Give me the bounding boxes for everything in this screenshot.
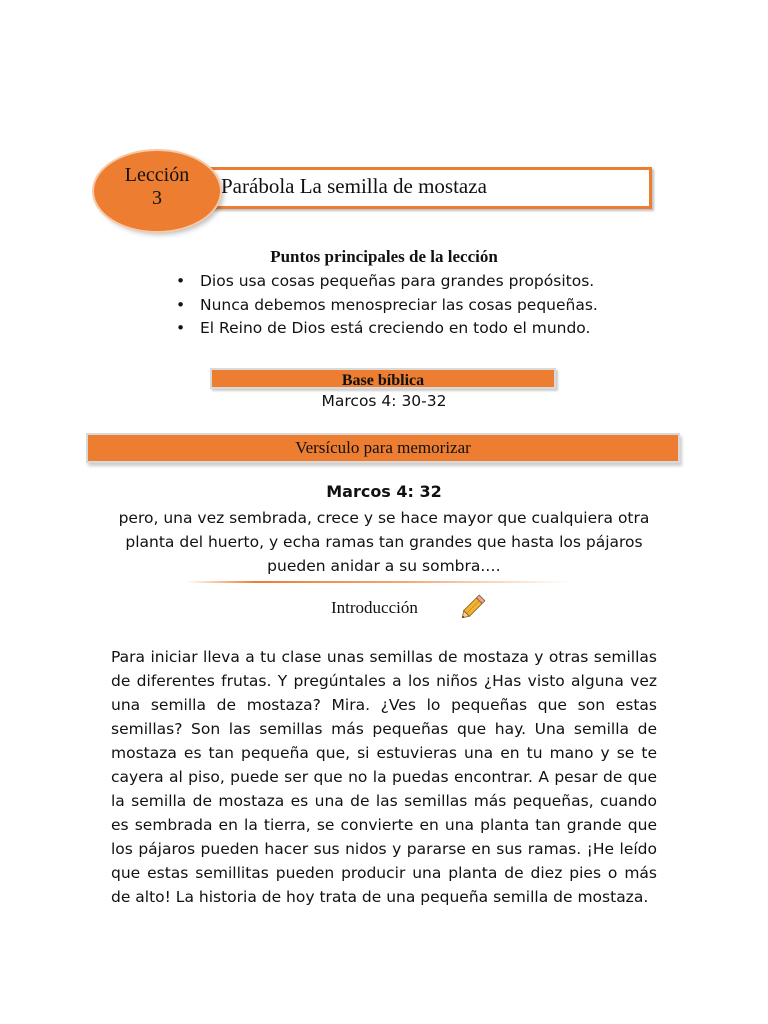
pencil-icon	[460, 590, 490, 620]
point-text: El Reino de Dios está creciendo en todo el mundo.	[200, 319, 591, 337]
bullet-icon: •	[176, 319, 186, 337]
bullet-icon: •	[176, 272, 186, 290]
memory-verse-text: pero, una vez sembrada, crece y se hace mayor que cualquiera otra planta del huerto, y echa ramas tan grandes que hasta los pájaros pueden anidar a su sombra.…	[118, 509, 650, 575]
points-list	[176, 270, 598, 341]
list-item	[176, 317, 598, 341]
introduction-heading: Introducción	[331, 598, 418, 617]
memory-verse-heading: Versículo para memorizar	[295, 438, 471, 457]
points-heading: Puntos principales de la lección	[270, 247, 498, 266]
list-item	[176, 294, 598, 318]
lesson-title-box	[208, 167, 652, 209]
lesson-title: Parábola La semilla de mostaza	[221, 174, 487, 198]
base-biblica-banner	[210, 368, 556, 389]
point-text: Nunca debemos menospreciar las cosas pequeñas.	[200, 295, 598, 314]
base-biblica-heading: Base bíblica	[341, 372, 425, 389]
lesson-number: 3	[152, 187, 162, 209]
memory-verse-banner	[86, 433, 680, 463]
list-item	[176, 270, 598, 294]
base-biblica-reference: Marcos 4: 30-32	[321, 392, 447, 410]
point-text: Dios usa cosas pequeñas para grandes propósitos.	[200, 272, 595, 290]
bullet-icon: •	[176, 295, 186, 314]
section-divider	[186, 581, 572, 583]
introduction-text: Para iniciar lleva a tu clase unas semillas de mostaza y otras semillas de diferentes frutas. Y pregúntales a los niños ¿Has visto alguna vez una semilla de mostaza? Mira. ¿Ves lo pequeñas que son estas semillas? Son las semillas más pequeñas que hay. Una semilla de mostaza es tan pequeña que, si estuvieras una en tu mano y se te cayera al piso, puede ser que no la puedas encontrar. A pesar de que la semilla de mostaza es una de las semillas más pequeñas, cuando es sembrada en la tierra, se convierte en una planta tan grande que los pájaros pueden hacer sus nidos y pararse en sus ramas. ¡He leído que estas semillitas pueden producir una planta de diez pies o más de alto! La historia de hoy trata de una pequeña semilla de mostaza.	[111, 648, 657, 906]
lesson-label: Lección	[124, 164, 190, 186]
lesson-badge	[94, 151, 220, 231]
memory-verse-reference: Marcos 4: 32	[326, 482, 442, 501]
